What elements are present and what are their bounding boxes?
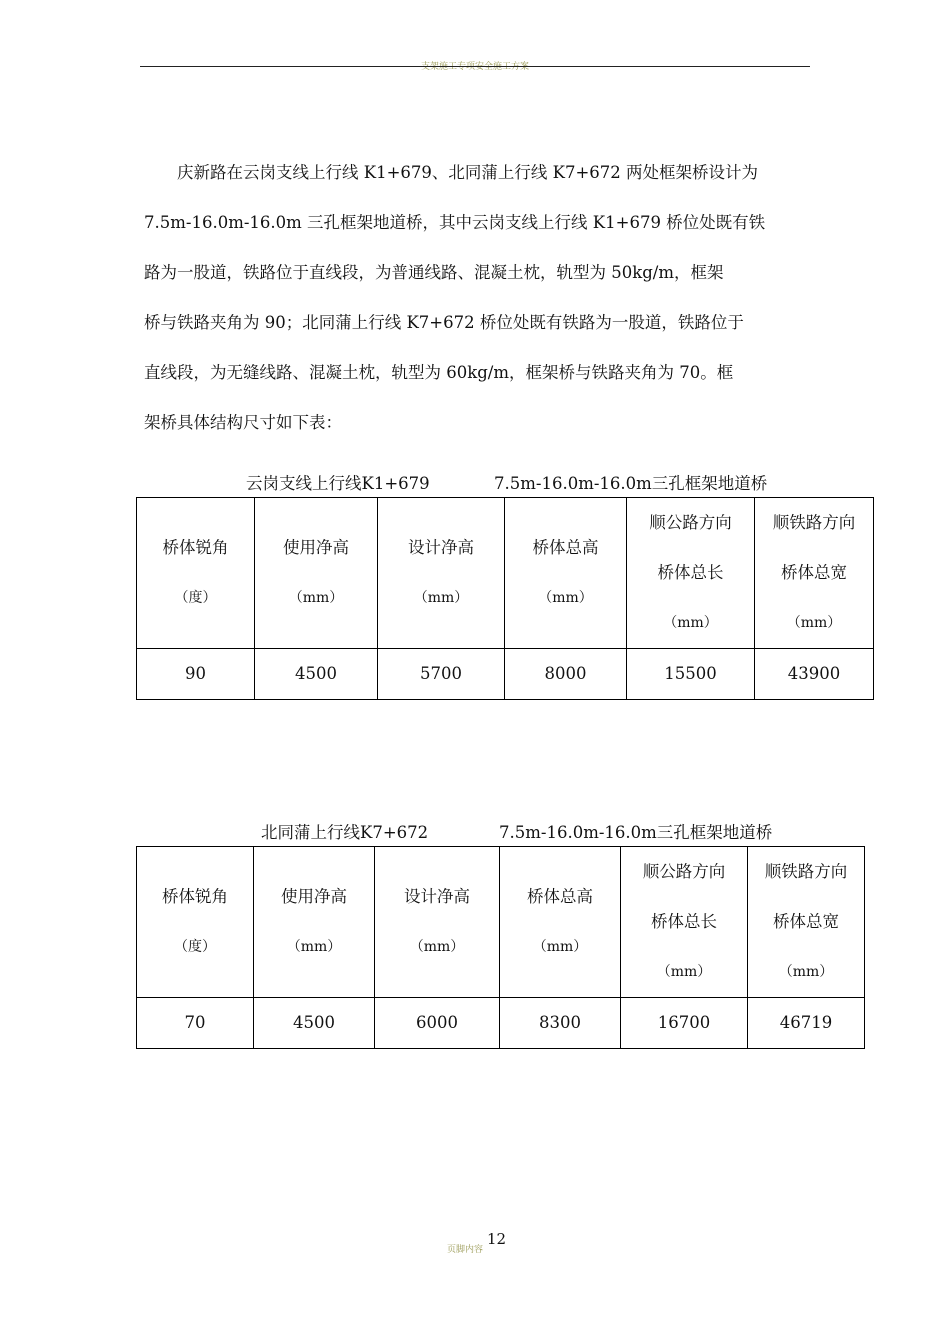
table2-spec-table (136, 846, 865, 1049)
value-cell: 8300 (500, 998, 621, 1049)
page-number: 12 (487, 1230, 507, 1248)
header-cell: 顺铁路方向 桥体总宽 （mm） (748, 847, 865, 998)
value-cell: 90 (137, 649, 255, 700)
header-cell: 顺公路方向 桥体总长 （mm） (621, 847, 748, 998)
table1-spec-table (136, 497, 874, 700)
paragraph-line: 直线段，为无缝线路、混凝土枕，轨型为 60kg/m，框架桥与铁路夹角为 70。框 (144, 363, 734, 382)
header-cell: 使用净高 （mm） (255, 498, 378, 649)
header-cell: 桥体总高 （mm） (505, 498, 627, 649)
table1-value-row (137, 649, 874, 700)
table2-caption-line: 北同蒲上行线K7+672 (261, 823, 429, 842)
table1-caption-line: 云岗支线上行线K1+679 (246, 474, 430, 493)
value-cell: 46719 (748, 998, 865, 1049)
value-cell: 15500 (627, 649, 755, 700)
header-cell: 设计净高 （mm） (375, 847, 500, 998)
header-cell: 桥体锐角 （度） (137, 847, 254, 998)
value-cell: 6000 (375, 998, 500, 1049)
table1-header-row (137, 498, 874, 649)
paragraph-line: 桥与铁路夹角为 90；北同蒲上行线 K7+672 桥位处既有铁路为一股道，铁路位于 (144, 313, 744, 332)
value-cell: 4500 (255, 649, 378, 700)
value-cell: 5700 (378, 649, 505, 700)
table1-caption-title: 7.5m-16.0m-16.0m三孔框架地道桥 (494, 474, 768, 493)
value-cell: 4500 (254, 998, 375, 1049)
header-divider (140, 66, 810, 67)
paragraph-line: 庆新路在云岗支线上行线 K1+679、北同蒲上行线 K7+672 两处框架桥设计为 (144, 163, 759, 182)
value-cell: 16700 (621, 998, 748, 1049)
paragraph-line: 架桥具体结构尺寸如下表： (144, 413, 342, 432)
table2-header-row (137, 847, 865, 998)
header-cell: 顺铁路方向 桥体总宽 （mm） (755, 498, 874, 649)
header-cell: 桥体锐角 （度） (137, 498, 255, 649)
value-cell: 8000 (505, 649, 627, 700)
value-cell: 43900 (755, 649, 874, 700)
paragraph-line: 7.5m-16.0m-16.0m 三孔框架地道桥，其中云岗支线上行线 K1+679 桥位处既有铁 (144, 213, 766, 232)
value-cell: 70 (137, 998, 254, 1049)
footer-label: 页脚内容 (447, 1245, 484, 1255)
header-cell: 设计净高 （mm） (378, 498, 505, 649)
header-title: 支架施工专项安全施工方案 (420, 62, 529, 72)
body-paragraph (144, 148, 808, 448)
header-cell: 顺公路方向 桥体总长 （mm） (627, 498, 755, 649)
header-cell: 使用净高 （mm） (254, 847, 375, 998)
table2-value-row (137, 998, 865, 1049)
header-cell: 桥体总高 （mm） (500, 847, 621, 998)
table2-caption-title: 7.5m-16.0m-16.0m三孔框架地道桥 (499, 823, 773, 842)
paragraph-line: 路为一股道，铁路位于直线段，为普通线路、混凝土枕，轨型为 50kg/m，框架 (144, 263, 724, 282)
